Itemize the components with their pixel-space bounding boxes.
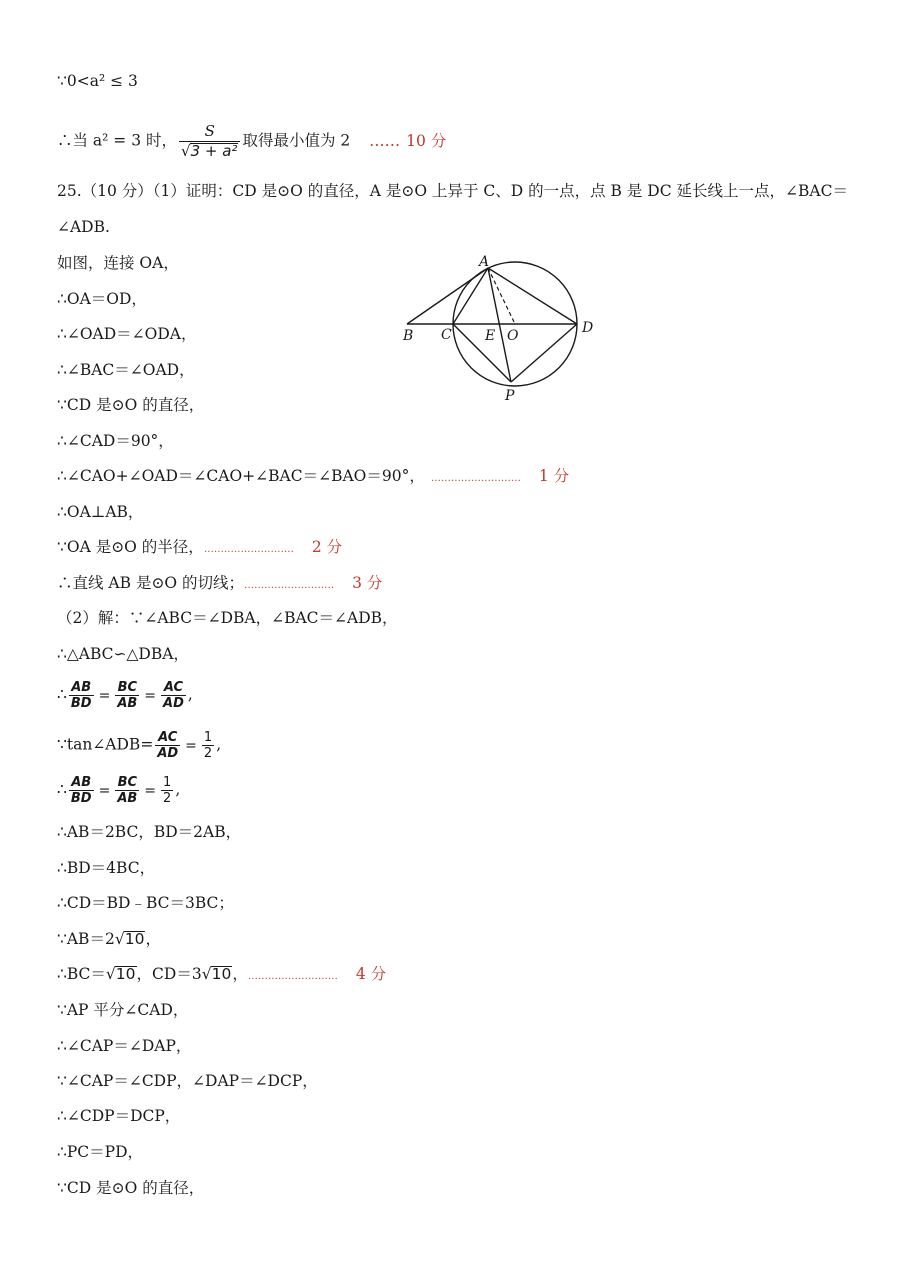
line-bc-cd-score-4: ∴BC＝√10，CD＝3√10，……………………… 4 分 [57,965,387,983]
label-d: D [582,320,594,336]
line-similar: ∴△ABC∽△DBA， [57,645,189,663]
line-connect-oa: 如图，连接 OA， [57,254,179,272]
line-step: ∵AP 平分∠CAD， [57,1001,189,1019]
line-step: ∵CD 是⊙O 的直径， [57,1179,205,1197]
line-step-score-2: ∵OA 是⊙O 的半径，……………………… 2 分 [57,538,343,556]
line-step: ∴∠BAC＝∠OAD， [57,361,195,379]
line-dp [511,324,577,382]
line-step: ∴CD＝BD﹣BC＝3BC； [57,894,234,912]
line-angle-adb: ∠ADB. [57,218,110,236]
line-step: ∴BD＝4BC， [57,859,156,877]
line-step: ∵CD 是⊙O 的直径， [57,396,205,414]
line-step: ∴OA⊥AB， [57,503,144,521]
line-ca [453,268,488,324]
line-ba [407,268,488,324]
fraction-s-over-sqrt: $\frac{S}{\text{√3 + a²}}$ [179,122,240,161]
line-problem-25: 25.（10 分）（1）证明：CD 是⊙O 的直径，A 是⊙O 上异于 C、D 的一点，点 B 是 DC 延长线上一点，∠BAC＝ [57,182,848,200]
label-a: A [479,254,490,270]
label-c: C [441,327,452,343]
line-step: ∴AB＝2BC，BD＝2AB， [57,823,242,841]
line-ab-value: ∵AB＝2√10， [57,930,161,948]
label-o: O [507,328,519,344]
line-ratio-1: ∴ $\frac{AB}{BD}$ = $\frac{BC}{AB}$ = $\frac{AC}{AD}$ , [57,680,193,711]
line-minimum: ∴当 a² = 3 时， $\frac{S}{\text{√3 + a²}}$ 取得最小值为 2 …… 10 分 [57,122,447,160]
line-ratio-2: ∴ $\frac{AB}{BD}$ = $\frac{BC}{AB}$ = $\frac{1}{2}$ , [57,775,181,806]
line-step: ∴∠CDP＝DCP， [57,1107,181,1125]
label-b: B [403,328,414,344]
line-step-score-1: ∴∠CAO+∠OAD＝∠CAO+∠BAC＝∠BAO＝90°， ……………………… 1 分 [57,467,570,485]
line-cp [453,324,511,382]
label-e: E [485,328,496,344]
line-step: ∴∠OAD＝∠ODA， [57,325,197,343]
label-p: P [505,388,515,404]
line-tan: ∵tan∠ADB= $\frac{AC}{AD}$ = $\frac{1}{2}$ , [57,730,222,761]
line-step: ∵∠CAP＝∠CDP，∠DAP＝∠DCP， [57,1072,318,1090]
line-step-score-3: ∴直线 AB 是⊙O 的切线；……………………… 3 分 [57,574,383,592]
line-part-2: （2）解：∵∠ABC＝∠DBA，∠BAC＝∠ADB， [57,609,398,627]
line-step: ∴∠CAD＝90°， [57,432,174,450]
line-condition: ∵0<a² ≤ 3 [57,72,138,90]
line-step: ∴∠CAP＝∠DAP， [57,1037,192,1055]
geometry-figure [395,248,605,408]
line-step: ∴OA＝OD， [57,290,147,308]
line-ap [488,268,511,382]
line-step: ∴PC＝PD， [57,1143,144,1161]
